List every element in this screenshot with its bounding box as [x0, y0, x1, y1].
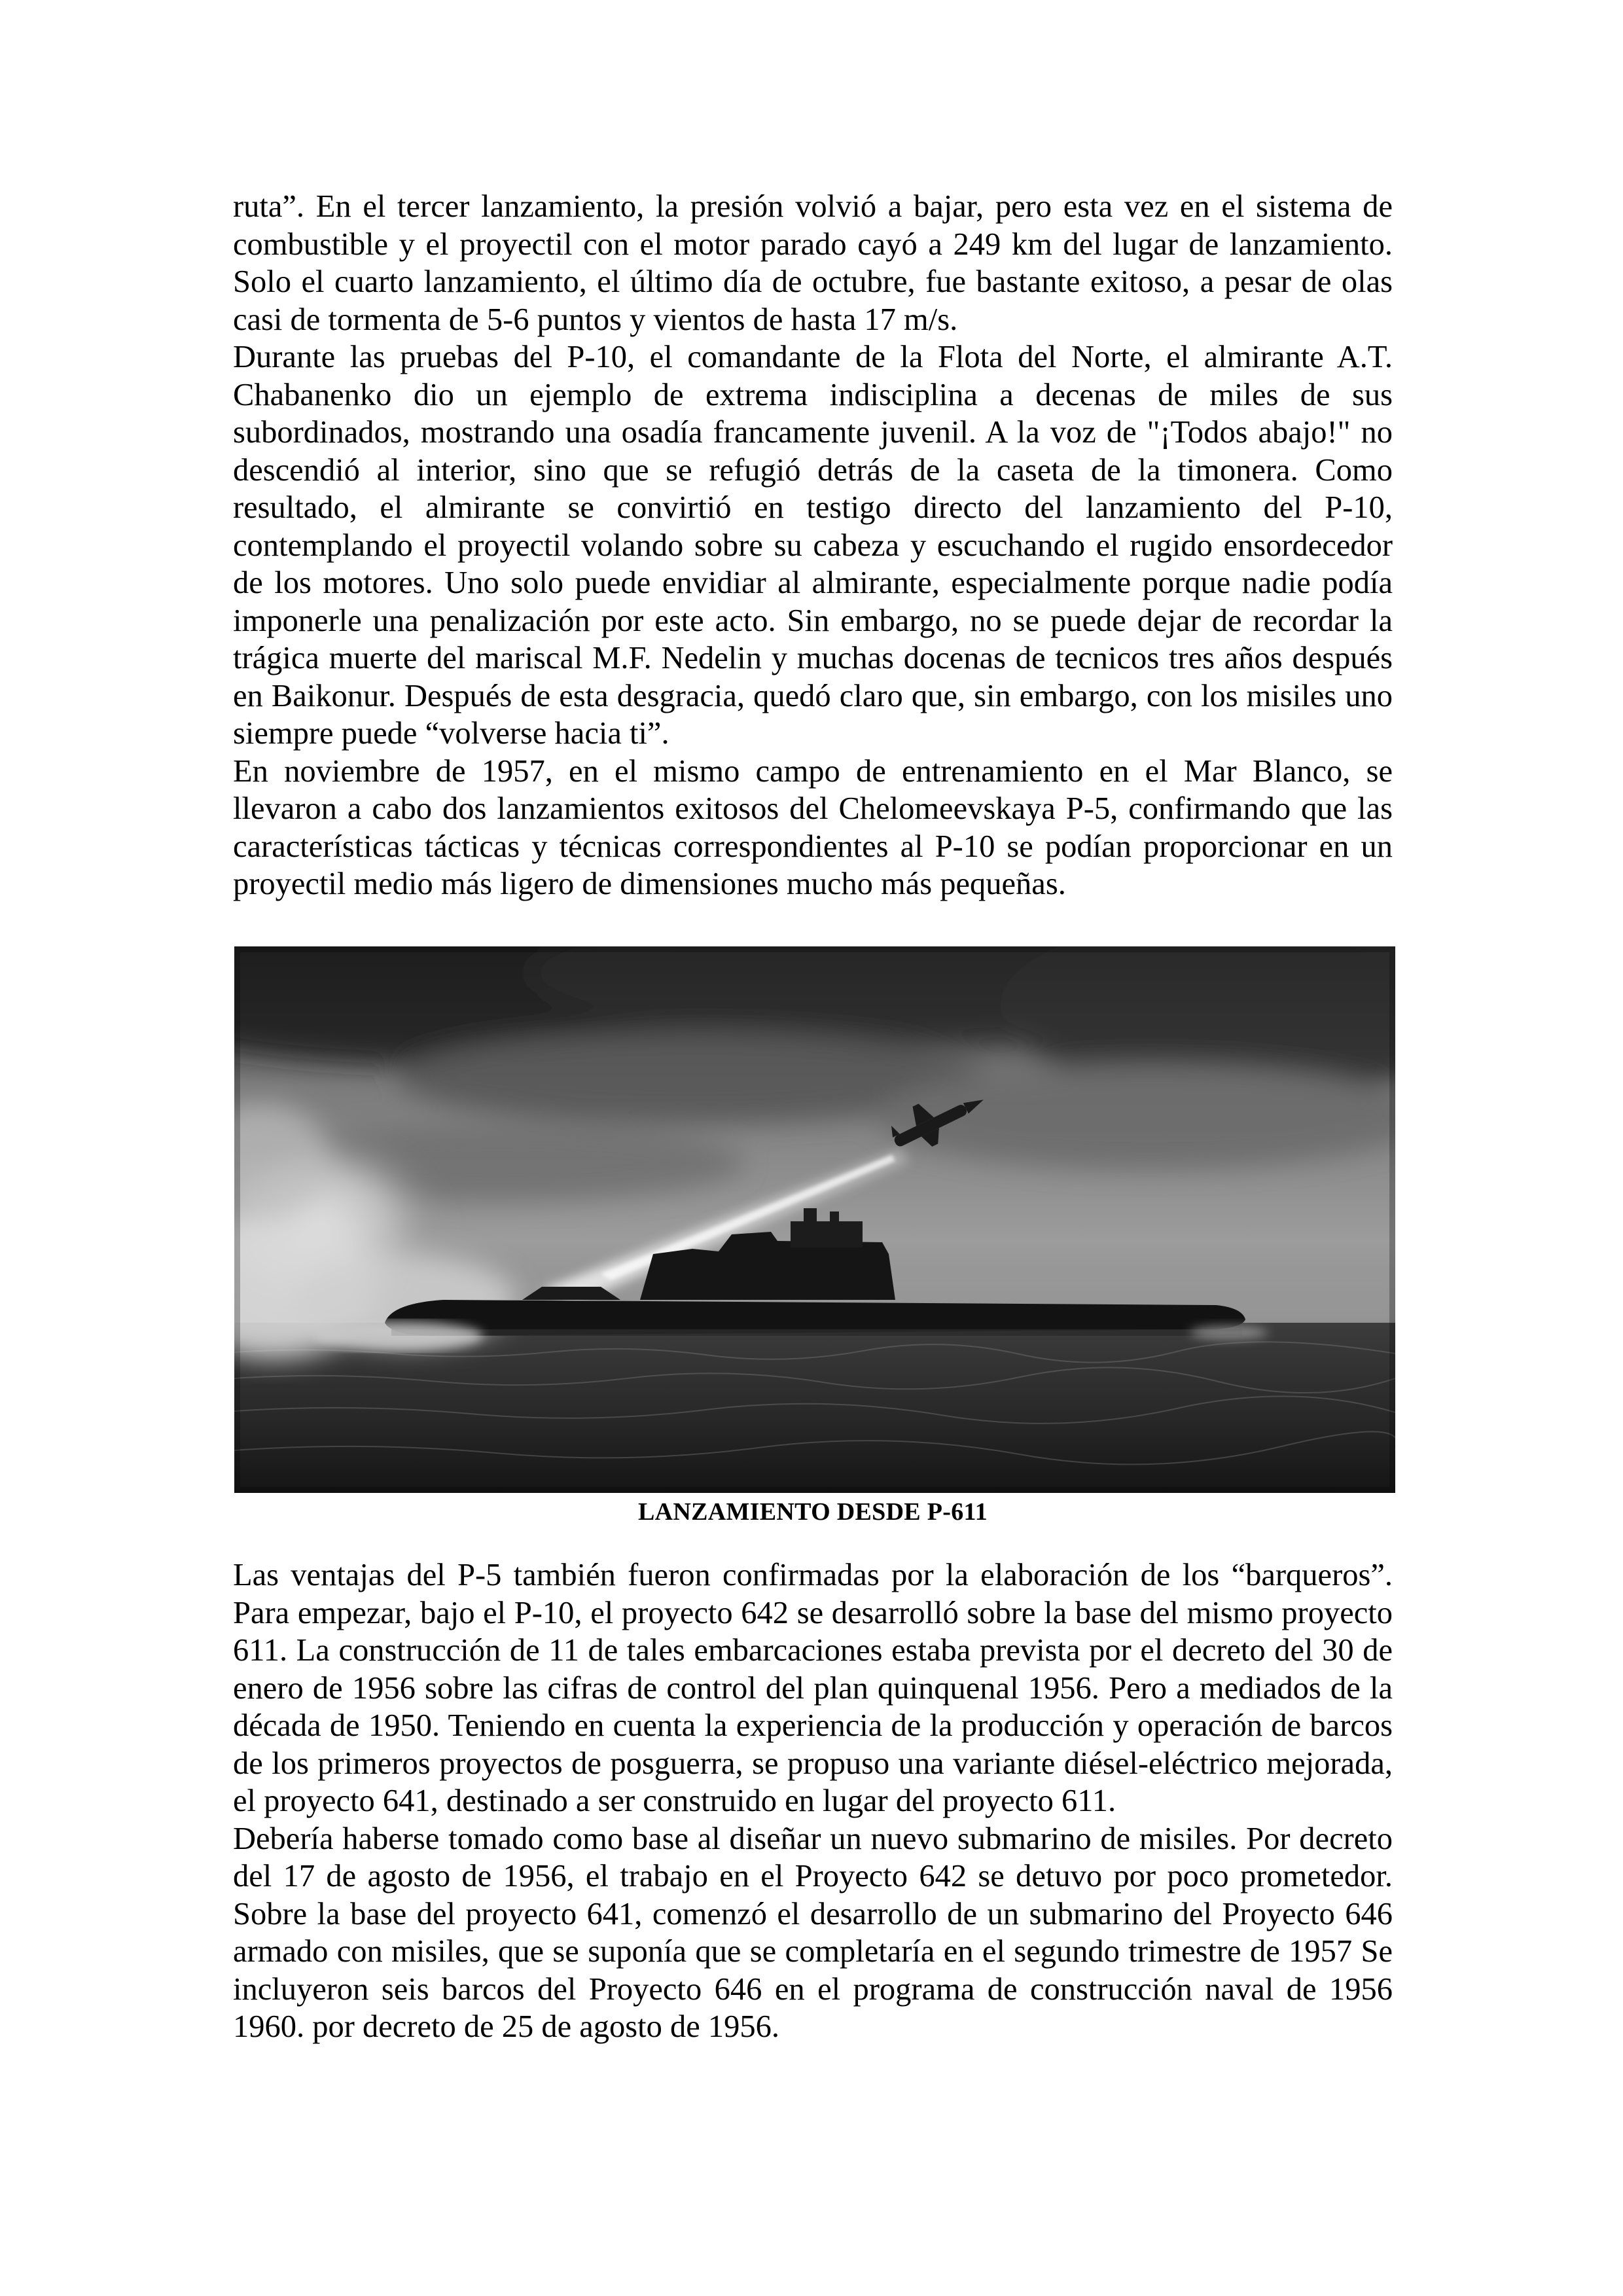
paragraph: En noviembre de 1957, en el mismo campo de entrenamiento en el Mar Blanco, se llevaron a cabo dos lanzamientos exitosos del Chelomeevskaya P-5, confirmando que las características tácticas y técnicas correspondientes al P-10 se podían proporcionar en un proyectil medio más ligero de dimensiones mucho más pequeñas. — [233, 753, 1393, 901]
figure-caption: LANZAMIENTO DESDE P-611 — [637, 1498, 988, 1526]
paragraph: Durante las pruebas del P-10, el comandante de la Flota del Norte, el almirante A.T. Chabanenko dio un ejemplo de extrema indisciplina a decenas de miles de sus subordinados, mostrando una osadía francamente juvenil. A la voz de "¡Todos abajo!" no descendió al interior, sino que se refugió detrás de la caseta de la timonera. Como resultado, el almirante se convirtió en testigo directo del lanzamiento del P-10, contemplando el proyectil volando sobre su cabeza y escuchando el rugido ensordecedor de los motores. Uno solo puede envidiar al almirante, especialmente porque nadie podía imponerle una penalización por este acto. Sin embargo, no se puede dejar de recordar la trágica muerte del mariscal M.F. Nedelin y muchas docenas de tecnicos tres años después en Baikonur. Después de esta desgracia, quedó claro que, sin embargo, con los misiles uno siempre puede “volverse hacia ti”. — [233, 340, 1393, 751]
photo-illustration — [234, 946, 1395, 1493]
submarine-launch-photo — [234, 946, 1395, 1493]
paragraph: Debería haberse tomado como base al diseñar un nuevo submarino de misiles. Por decreto del 17 de agosto de 1956, el trabajo en el Proyecto 642 se detuvo por poco prometedor. Sobre la base del proyecto 641, comenzó el desarrollo de un submarino del Proyecto 646 armado con misiles, que se suponía que se completaría en el segundo trimestre de 1957 Se incluyeron seis barcos del Proyecto 646 en el programa de construcción naval de 1956 1960. por decreto de 25 de agosto de 1956. — [233, 1821, 1393, 2044]
paragraph: Las ventajas del P-5 también fueron confirmadas por la elaboración de los “barqueros”. Para empezar, bajo el P-10, el proyecto 642 se desarrolló sobre la base del mismo proyecto 611. La construcción de 11 de tales embarcaciones estaba prevista por el decreto del 30 de enero de 1956 sobre las cifras de control del plan quinquenal 1956. Pero a mediados de la década de 1950. Teniendo en cuenta la experiencia de la producción y operación de barcos de los primeros proyectos de posguerra, se propuso una variante diésel-eléctrico mejorada, el proyecto 641, destinado a ser construido en lugar del proyecto 611. — [233, 1558, 1393, 1818]
paragraph: ruta”. En el tercer lanzamiento, la presión volvió a bajar, pero esta vez en el sistema de combustible y el proyectil con el motor parado cayó a 249 km del lugar de lanzamiento. Solo el cuarto lanzamiento, el último día de octubre, fue bastante exitoso, a pesar de olas casi de tormenta de 5-6 puntos y vientos de hasta 17 m/s. — [233, 189, 1393, 337]
body-text-bottom — [233, 1556, 1393, 2046]
body-text-top — [233, 188, 1393, 903]
